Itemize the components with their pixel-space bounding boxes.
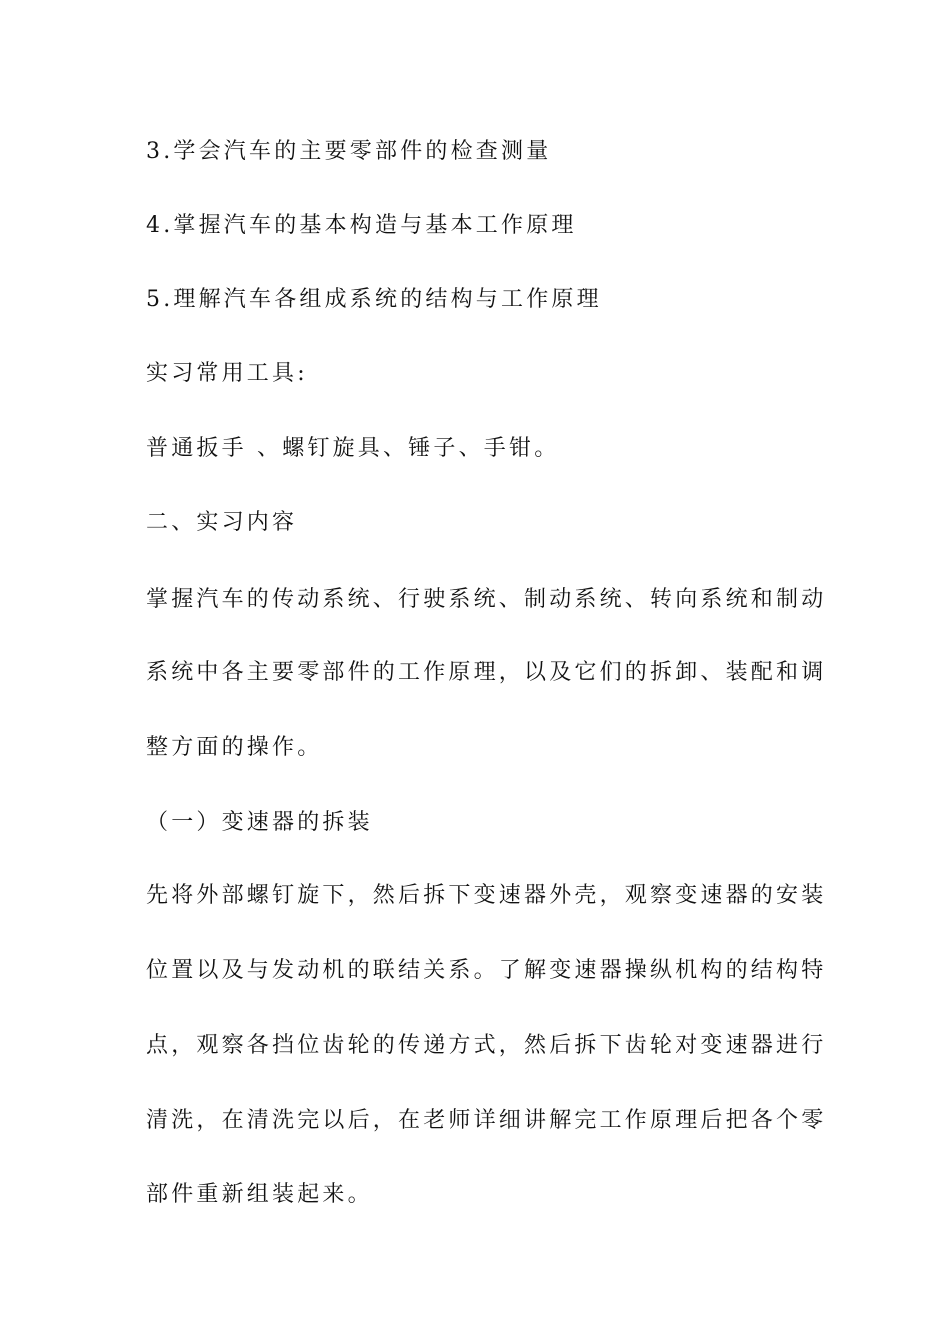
paragraph-line: 点，观察各挡位齿轮的传递方式，然后拆下齿轮对变速器进行 bbox=[146, 1033, 827, 1058]
subsection-heading: （一）变速器的拆装 bbox=[146, 810, 373, 835]
tools-list: 普通扳手 、螺钉旋具、锤子、手钳。 bbox=[146, 436, 560, 461]
paragraph-line: 清洗，在清洗完以后，在老师详细讲解完工作原理后把各个零 bbox=[146, 1108, 827, 1133]
paragraph-line: 部件重新组装起来。 bbox=[146, 1182, 373, 1207]
paragraph-line: 先将外部螺钉旋下，然后拆下变速器外壳，观察变速器的安装 bbox=[146, 883, 827, 908]
paragraph-line: 系统中各主要零部件的工作原理，以及它们的拆卸、装配和调 bbox=[146, 660, 827, 685]
paragraph-line: 掌握汽车的传动系统、行驶系统、制动系统、转向系统和制动 bbox=[146, 587, 827, 612]
paragraph-line: 位置以及与发动机的联结关系。了解变速器操纵机构的结构特 bbox=[146, 958, 827, 983]
list-item-5: 5.理解汽车各组成系统的结构与工作原理 bbox=[146, 287, 602, 312]
tools-heading: 实习常用工具: bbox=[146, 361, 308, 386]
list-item-4: 4.掌握汽车的基本构造与基本工作原理 bbox=[146, 213, 577, 238]
section-heading-content: 二、实习内容 bbox=[146, 510, 298, 535]
list-item-3: 3.学会汽车的主要零部件的检查测量 bbox=[146, 139, 552, 164]
paragraph-line: 整方面的操作。 bbox=[146, 735, 323, 760]
